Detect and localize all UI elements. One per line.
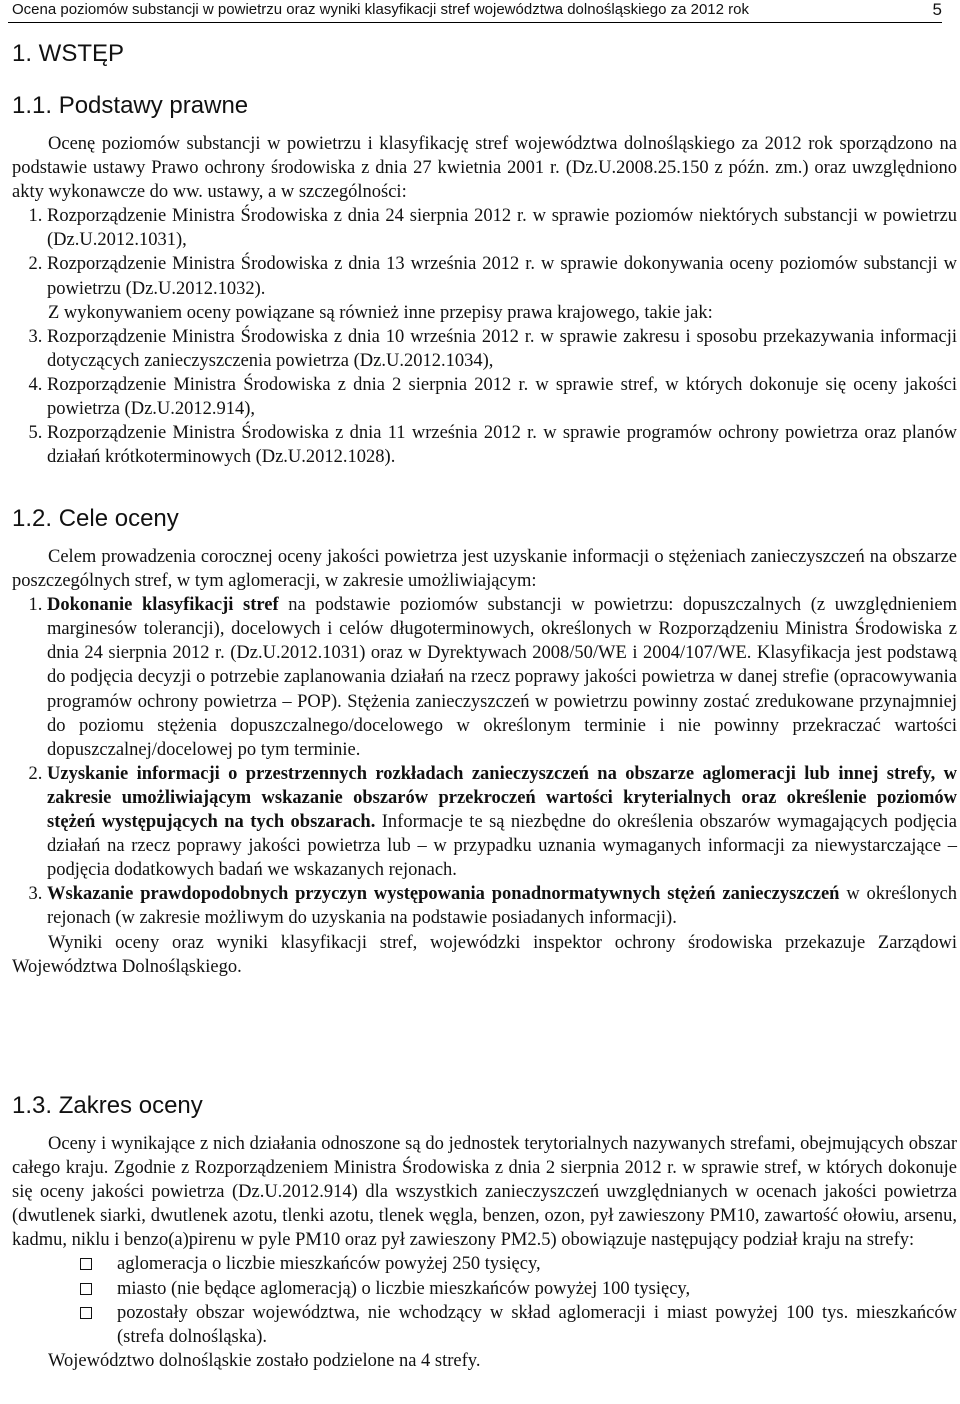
section-1-2-body	[12, 545, 957, 979]
section-1-3-body	[12, 1132, 957, 1373]
list-item: 3. Wskazanie prawdopodobnych przyczyn występowania ponadnormatywnych stężeń zanieczyszczeń w określonych rejonach (w zakresie możliwym do uzyskania na podstawie posiadanych informacji).	[47, 882, 957, 930]
zone-types-list	[12, 1252, 957, 1348]
list-item: 2. Uzyskanie informacji o przestrzennych rozkładach zanieczyszczeń na obszarze aglomeracji lub innej strefy, w zakresie umożliwiającym wskazanie obszarów przekroczeń wartości kryterialnych oraz określenie poziomów stężeń występujących na tych obszarach. Informacje te są niezbędne do określenia obszarów wymagających podjęcia działań na rzecz poprawy jakości powietrza lub – w przypadku uznania wymaganych informacji za niewystarczające – podjęcia dodatkowych badań we wskazanych rejonach.	[47, 762, 957, 882]
section-1-1-heading: 1.1. Podstawy prawne	[12, 92, 249, 119]
list-item: 4. Rozporządzenie Ministra Środowiska z dnia 2 sierpnia 2012 r. w sprawie stref, w których dokonuje się oceny jakości powietrza (Dz.U.2012.914),	[47, 373, 957, 421]
list-item: miasto (nie będące aglomeracją) o liczbie mieszkańców powyżej 100 tysięcy,	[117, 1277, 957, 1301]
list-item: 2. Rozporządzenie Ministra Środowiska z dnia 13 września 2012 r. w sprawie dokonywania oceny poziomów substancji w powietrzu (Dz.U.2012.1032).	[47, 252, 957, 300]
checkbox-bullet-icon	[80, 1258, 92, 1270]
checkbox-bullet-icon	[80, 1283, 92, 1295]
assessment-goals-intro: Celem prowadzenia corocznej oceny jakości powietrza jest uzyskanie informacji o stężeniach zanieczyszczeń na obszarze poszczególnych stref, w tym aglomeracji, w zakresie umożliwiającym:	[12, 547, 957, 592]
list-item: 1. Rozporządzenie Ministra Środowiska z dnia 24 sierpnia 2012 r. w sprawie poziomów niektórych substancji w powietrzu (Dz.U.2012.1031),	[47, 204, 957, 252]
section-1-3-heading: 1.3. Zakres oceny	[12, 1092, 203, 1119]
scope-intro: Oceny i wynikające z nich działania odnoszone są do jednostek terytorialnych nazywanych strefami, obejmujących obszar całego kraju. Zgodnie z Rozporządzeniem Ministra Środowiska z dnia 2 sierpnia 2012 r. w sprawie stref, w których dokonuje się oceny jakości powietrza (Dz.U.2012.914) dla wszystkich zanieczyszczeń uwzględnianych w ocenach jakości powietrza (dwutlenek siarki, dwutlenek azotu, tlenki azotu, tlenek węgla, benzen, ozon, pył zawieszony PM10, zawartość ołowiu, arsenu, kadmu, niklu i benzo(a)pirenu w pyle PM10 oraz pył zawieszony PM2.5) obowiązuje następujący podział kraju na strefy:	[12, 1134, 957, 1251]
legal-acts-list-1	[12, 204, 957, 300]
page-number: 5	[932, 0, 942, 19]
list-item: aglomeracja o liczbie mieszkańców powyżej 250 tysięcy,	[117, 1252, 957, 1276]
checkbox-bullet-icon	[80, 1307, 92, 1319]
list-item: pozostały obszar województwa, nie wchodzący w skład aglomeracji i miast powyżej 100 tys. mieszkańców (strefa dolnośląska).	[117, 1301, 957, 1349]
section-1-2-heading: 1.2. Cele oceny	[12, 505, 179, 532]
section-1-heading: 1. WSTĘP	[12, 40, 125, 67]
section-1-1-body	[12, 132, 957, 469]
list-item: 1. Dokonanie klasyfikacji stref na podstawie poziomów substancji w powietrzu: dopuszczalnych (z uwzględnieniem marginesów tolerancji), docelowych i celów długoterminowych, określonych w Rozporządzeniu Ministra Środowiska z dnia 24 sierpnia 2012 r. (Dz.U.2012.1031) oraz w Dyrektywach 2008/50/WE i 2004/107/WE. Klasyfikacja jest podstawą do podjęcia decyzji o potrzebie zaplanowania działań na rzecz poprawy jakości powietrza w danej strefie (opracowywania programów ochrony powietrza – POP). Stężenia zanieczyszczeń w powietrzu powinny zostać zredukowane przynajmniej do poziomu stężenia dopuszczalnego/docelowego w określonym terminie i nie powinny przekraczać wartości dopuszczalnej/docelowej po tym terminie.	[47, 593, 957, 762]
header-title: Ocena poziomów substancji w powietrzu oraz wyniki klasyfikacji stref województwa dolnośląskiego za 2012 rok	[12, 1, 749, 18]
page-header	[8, 0, 942, 23]
assessment-goals-list	[12, 593, 957, 930]
list-item: 3. Rozporządzenie Ministra Środowiska z dnia 10 września 2012 r. w sprawie zakresu i sposobu przekazywania informacji dotyczących zanieczyszczenia powietrza (Dz.U.2012.1034),	[47, 325, 957, 373]
legal-basis-intro: Ocenę poziomów substancji w powietrzu i klasyfikację stref województwa dolnośląskiego za 2012 rok sporządzono na podstawie ustawy Prawo ochrony środowiska z dnia 27 kwietnia 2001 r. (Dz.U.2008.25.150 z późn. zm.) oraz uwzględniono akty wykonawcze do ww. ustawy, a w szczególności:	[12, 134, 957, 203]
scope-closing: Województwo dolnośląskie zostało podzielone na 4 strefy.	[48, 1350, 481, 1371]
legal-acts-list-2	[12, 325, 957, 470]
list-item: 5. Rozporządzenie Ministra Środowiska z dnia 11 września 2012 r. w sprawie programów ochrony powietrza oraz planów działań krótkoterminowych (Dz.U.2012.1028).	[47, 421, 957, 469]
assessment-goals-closing: Wyniki oceny oraz wyniki klasyfikacji stref, wojewódzki inspektor ochrony środowiska przekazuje Zarządowi Województwa Dolnośląskiego.	[12, 932, 957, 977]
related-regulations-intro: Z wykonywaniem oceny powiązane są również inne przepisy prawa krajowego, takie jak:	[48, 302, 713, 323]
